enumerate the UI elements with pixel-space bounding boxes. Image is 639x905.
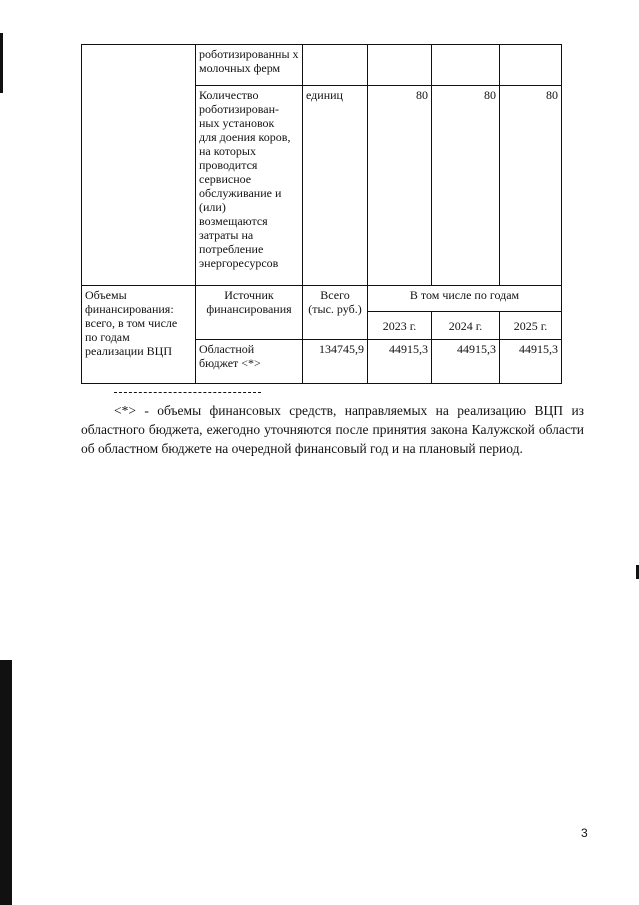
value-cell xyxy=(432,86,500,286)
source-line: бюджет <*> xyxy=(199,356,261,370)
financing-label-line: по годам xyxy=(85,330,130,344)
year-header-cell xyxy=(368,312,432,340)
year-2025-header: 2025 г. xyxy=(513,318,548,333)
year-value-cell xyxy=(500,340,562,384)
indicator-line: затраты на xyxy=(199,228,254,242)
unit-cell xyxy=(303,45,368,86)
indicator-line: обслуживание и xyxy=(199,186,282,200)
total-header-line: (тыс. руб.) xyxy=(308,302,362,316)
value-2023: 80 xyxy=(416,88,428,102)
scan-edge-mark xyxy=(0,33,3,93)
value-cell xyxy=(432,45,500,86)
value-cell xyxy=(368,86,432,286)
indicator-text: роботизированны х молочных ферм xyxy=(199,47,299,75)
value-cell xyxy=(368,45,432,86)
financing-label-line: финансирования: xyxy=(85,302,174,316)
value-cell xyxy=(500,45,562,86)
value-2025: 80 xyxy=(546,88,558,102)
source-header-line: финансирования xyxy=(206,302,292,316)
indicator-cell xyxy=(196,45,303,86)
financing-label-line: Объемы xyxy=(85,288,127,302)
indicator-line: потребление xyxy=(199,242,264,256)
source-cell xyxy=(196,340,303,384)
source-line: Областной xyxy=(199,342,255,356)
source-header-cell xyxy=(196,286,303,340)
footnote-text: <*> - объемы финансовых средств, направляемых на реализацию ВЦП из областного бюджета, ежегодно уточняются после принятия закона Калужской области об областном бюджете на очередной финансовый год и на плановый период. xyxy=(81,403,584,456)
total-header-cell xyxy=(303,286,368,340)
year-2023-header: 2023 г. xyxy=(382,318,417,333)
program-table xyxy=(81,44,562,384)
financing-label-cell xyxy=(82,286,196,384)
indicator-line: ных установок xyxy=(199,116,275,130)
indicator-line: (или) xyxy=(199,200,226,214)
indicator-line: возмещаются xyxy=(199,214,268,228)
year-2024-value: 44915,3 xyxy=(457,342,496,356)
year-header-cell xyxy=(500,312,562,340)
value-2024: 80 xyxy=(484,88,496,102)
indicator-line: Количество xyxy=(199,88,259,102)
indicator-cell xyxy=(196,86,303,286)
years-header-cell xyxy=(368,286,562,312)
indicator-line: для доения коров, xyxy=(199,130,291,144)
source-header-line: Источник xyxy=(224,288,274,302)
empty-section-cell xyxy=(82,45,196,286)
unit-cell xyxy=(303,86,368,286)
indicator-line: сервисное xyxy=(199,172,252,186)
year-value-cell xyxy=(432,340,500,384)
year-value-cell xyxy=(368,340,432,384)
year-header-cell xyxy=(432,312,500,340)
years-header: В том числе по годам xyxy=(409,288,520,302)
year-2024-header: 2024 г. xyxy=(448,318,483,333)
footnote-separator xyxy=(114,392,261,393)
total-value: 134745,9 xyxy=(319,342,364,356)
indicator-line: проводится xyxy=(199,158,258,172)
indicator-line: энергоресурсов xyxy=(199,256,279,270)
year-2023-value: 44915,3 xyxy=(389,342,428,356)
year-2025-value: 44915,3 xyxy=(519,342,558,356)
total-cell xyxy=(303,340,368,384)
value-cell xyxy=(500,86,562,286)
scan-edge-mark xyxy=(0,660,12,905)
indicator-line: на которых xyxy=(199,144,256,158)
total-header-line: Всего xyxy=(320,288,350,302)
unit-text: единиц xyxy=(306,88,343,102)
indicator-line: роботизирован- xyxy=(199,102,280,116)
financing-label-line: реализации ВЦП xyxy=(85,344,172,358)
page-number: 3 xyxy=(581,826,588,840)
financing-label-line: всего, в том числе xyxy=(85,316,178,330)
